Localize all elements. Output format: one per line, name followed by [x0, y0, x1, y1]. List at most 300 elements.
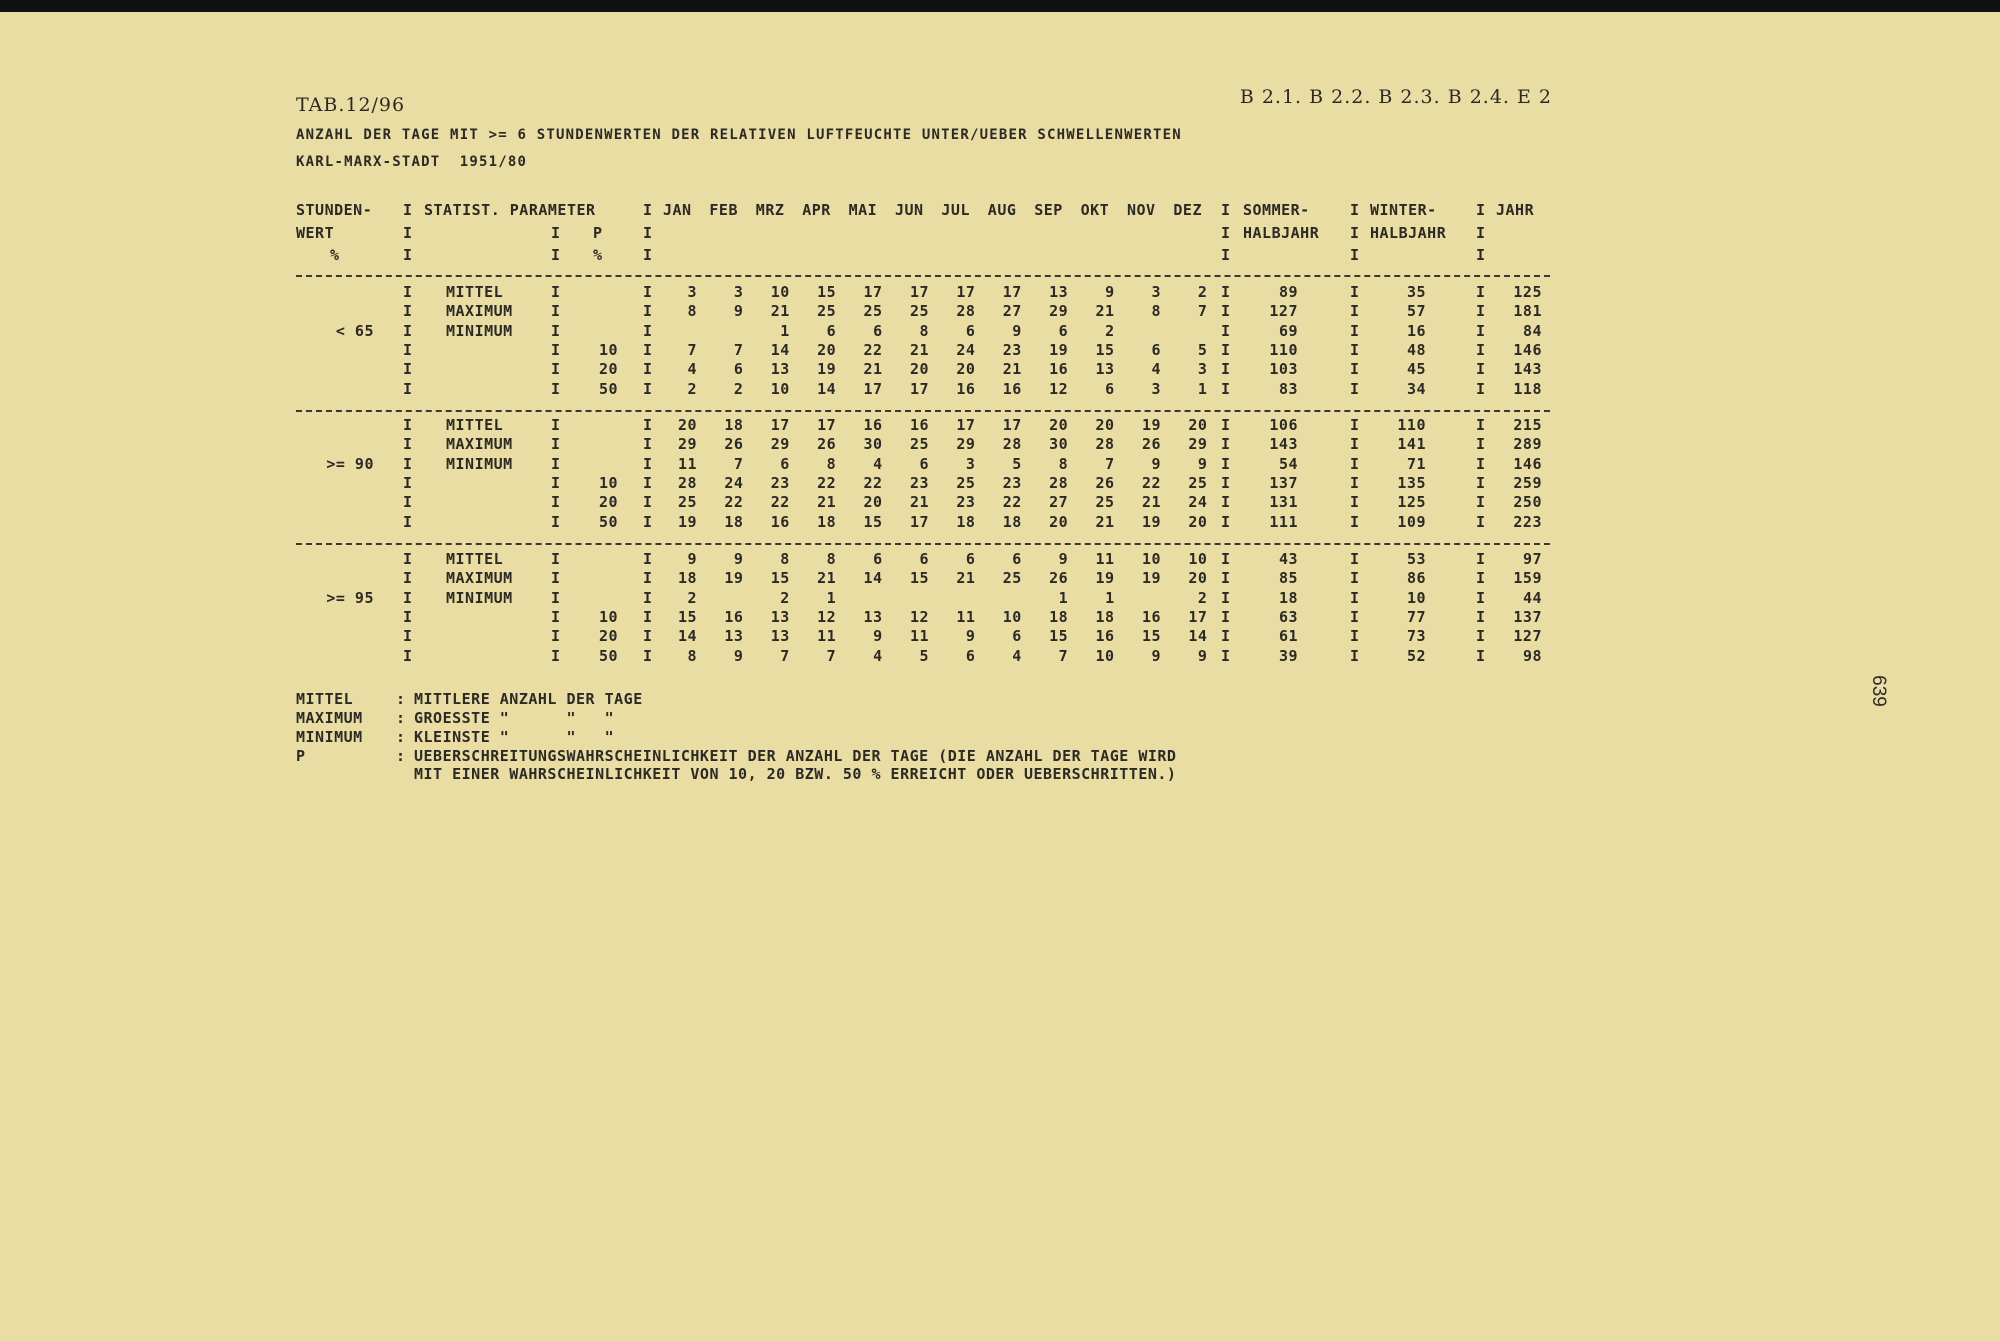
column-separator: I: [1221, 246, 1231, 264]
column-separator: I: [403, 646, 413, 665]
month-value: 24: [956, 340, 976, 359]
jahr-value: 44: [1522, 588, 1542, 607]
column-separator: I: [1221, 435, 1231, 454]
month-value: 7: [1058, 646, 1069, 665]
month-value: 7: [733, 340, 744, 359]
column-separator: I: [1350, 302, 1360, 321]
column-separator: I: [1350, 201, 1360, 219]
month-value: 15: [770, 569, 790, 588]
month-value: 3: [687, 283, 697, 301]
month-value: 9: [1058, 550, 1069, 568]
legend-colon: :: [396, 709, 406, 727]
month-value: 2: [733, 379, 744, 398]
column-separator: I: [403, 379, 413, 398]
column-separator: I: [1350, 246, 1360, 264]
month-value: 14: [770, 340, 790, 359]
month-value: 22: [863, 340, 883, 359]
probability-value: 20: [598, 627, 618, 646]
legend-colon: :: [396, 728, 406, 746]
column-separator: I: [403, 201, 413, 219]
month-value: 6: [826, 321, 837, 340]
month-value: 26: [724, 435, 744, 454]
column-separator: I: [551, 283, 561, 301]
column-separator: I: [1476, 627, 1486, 646]
header-winter-halbjahr: HALBJAHR: [1370, 224, 1447, 242]
column-separator: I: [1476, 416, 1486, 434]
column-separator: I: [551, 379, 561, 398]
probability-value: 20: [598, 360, 618, 379]
sommer-value: 39: [1278, 646, 1298, 665]
month-value: 9: [1105, 283, 1115, 301]
probability-value: 50: [598, 512, 618, 531]
column-separator: I: [643, 550, 653, 568]
month-value: 27: [1002, 302, 1022, 321]
month-value: 19: [1141, 416, 1161, 434]
month-value: 21: [863, 360, 883, 379]
column-separator: I: [1476, 360, 1486, 379]
month-value: 8: [919, 321, 929, 340]
month-value: 16: [956, 379, 976, 398]
month-value: 13: [770, 360, 790, 379]
month-value: 9: [965, 627, 976, 646]
probability-value: 50: [598, 379, 618, 398]
month-value: 1: [826, 588, 837, 607]
column-separator: I: [551, 550, 561, 568]
top-border: [0, 0, 2000, 12]
column-separator: I: [403, 550, 413, 568]
jahr-value: 84: [1522, 321, 1542, 340]
row-separator: [296, 543, 1550, 545]
month-value: 20: [956, 360, 976, 379]
column-separator: I: [551, 224, 561, 242]
column-separator: I: [1221, 302, 1231, 321]
month-value: 6: [1105, 379, 1115, 398]
month-value: 15: [677, 607, 697, 626]
column-separator: I: [1221, 360, 1231, 379]
month-value: 9: [1012, 321, 1022, 340]
param-label: MINIMUM: [446, 321, 513, 340]
month-value: 20: [1049, 512, 1069, 531]
column-separator: I: [1476, 646, 1486, 665]
column-separator: I: [643, 360, 653, 379]
threshold-label: >= 90: [326, 454, 374, 473]
month-value: 10: [1188, 550, 1208, 568]
month-value: 25: [677, 493, 697, 512]
month-value: 8: [780, 550, 790, 568]
month-value: 18: [724, 512, 744, 531]
month-value: 4: [873, 454, 883, 473]
column-separator: I: [1221, 493, 1231, 512]
winter-value: 52: [1406, 646, 1426, 665]
column-separator: I: [1221, 473, 1231, 492]
jahr-value: 159: [1513, 569, 1542, 588]
legend-text: MITTLERE ANZAHL DER TAGE: [414, 690, 643, 708]
column-separator: I: [1221, 340, 1231, 359]
legend-text: GROESSTE " " ": [414, 709, 615, 727]
param-label: MAXIMUM: [446, 435, 513, 454]
month-value: 20: [677, 416, 697, 434]
month-value: 6: [919, 454, 929, 473]
header-month-feb: FEB: [709, 201, 738, 219]
column-separator: I: [551, 360, 561, 379]
sommer-value: 69: [1278, 321, 1298, 340]
jahr-value: 289: [1513, 435, 1542, 454]
month-value: 16: [1095, 627, 1115, 646]
column-separator: I: [643, 569, 653, 588]
month-value: 10: [1141, 550, 1161, 568]
table-title: ANZAHL DER TAGE MIT >= 6 STUNDENWERTEN DER RELATIVEN LUFTFEUCHTE UNTER/UEBER SCHWELLENWERTEN: [296, 127, 1182, 143]
month-value: 23: [956, 493, 976, 512]
month-value: 2: [780, 588, 790, 607]
month-value: 14: [817, 379, 837, 398]
threshold-label: < 65: [335, 321, 374, 340]
column-separator: I: [403, 627, 413, 646]
month-value: 29: [677, 435, 697, 454]
column-separator: I: [643, 493, 653, 512]
header-statist-parameter: STATIST. PARAMETER: [424, 201, 596, 219]
jahr-value: 250: [1513, 493, 1542, 512]
column-separator: I: [643, 302, 653, 321]
month-value: 28: [1049, 473, 1069, 492]
probability-value: 10: [598, 607, 618, 626]
column-separator: I: [1476, 454, 1486, 473]
month-value: 23: [909, 473, 929, 492]
column-separator: I: [1350, 340, 1360, 359]
month-value: 5: [1012, 454, 1022, 473]
winter-value: 45: [1406, 360, 1426, 379]
month-value: 7: [687, 340, 697, 359]
column-separator: I: [1350, 416, 1360, 434]
column-separator: I: [1476, 569, 1486, 588]
month-value: 22: [724, 493, 744, 512]
month-value: 9: [733, 646, 744, 665]
column-separator: I: [551, 493, 561, 512]
month-value: 6: [733, 360, 744, 379]
column-separator: I: [1350, 360, 1360, 379]
month-value: 11: [677, 454, 697, 473]
month-value: 27: [1049, 493, 1069, 512]
month-value: 25: [1095, 493, 1115, 512]
month-value: 13: [724, 627, 744, 646]
month-value: 9: [687, 550, 697, 568]
month-value: 19: [677, 512, 697, 531]
header-month-mai: MAI: [848, 201, 878, 219]
month-value: 17: [909, 379, 929, 398]
month-value: 5: [1197, 340, 1208, 359]
month-value: 20: [817, 340, 837, 359]
column-separator: I: [1221, 627, 1231, 646]
column-separator: I: [1476, 340, 1486, 359]
month-value: 9: [733, 550, 744, 568]
legend-text: KLEINSTE " " ": [414, 728, 615, 746]
month-value: 8: [1058, 454, 1069, 473]
sommer-value: 18: [1278, 588, 1298, 607]
sommer-value: 61: [1278, 627, 1298, 646]
month-value: 6: [1012, 550, 1022, 568]
header-wert: WERT: [296, 224, 335, 242]
month-value: 3: [733, 283, 744, 301]
column-separator: I: [1221, 607, 1231, 626]
month-value: 17: [956, 283, 976, 301]
month-value: 12: [817, 607, 837, 626]
column-separator: I: [1350, 569, 1360, 588]
column-separator: I: [643, 435, 653, 454]
month-value: 3: [1151, 379, 1161, 398]
month-value: 6: [1012, 627, 1022, 646]
month-value: 25: [956, 473, 976, 492]
param-label: MAXIMUM: [446, 302, 513, 321]
month-value: 16: [1049, 360, 1069, 379]
column-separator: I: [643, 321, 653, 340]
month-value: 29: [1188, 435, 1208, 454]
column-separator: I: [1476, 201, 1486, 219]
jahr-value: 98: [1522, 646, 1542, 665]
column-separator: I: [1221, 550, 1231, 568]
jahr-value: 146: [1513, 454, 1542, 473]
jahr-value: 146: [1513, 340, 1542, 359]
header-month-apr: APR: [802, 201, 831, 219]
month-value: 17: [956, 416, 976, 434]
month-value: 6: [1151, 340, 1161, 359]
month-value: 17: [1002, 416, 1022, 434]
month-value: 16: [863, 416, 883, 434]
month-value: 2: [687, 588, 697, 607]
legend-key: MAXIMUM: [296, 709, 363, 727]
month-value: 8: [1151, 302, 1161, 321]
column-separator: I: [403, 473, 413, 492]
column-separator: I: [643, 512, 653, 531]
column-separator: I: [1221, 283, 1231, 301]
month-value: 6: [780, 454, 790, 473]
column-separator: I: [403, 246, 413, 264]
column-separator: I: [643, 416, 653, 434]
month-value: 19: [1141, 512, 1161, 531]
sommer-value: 106: [1269, 416, 1298, 434]
column-separator: I: [1221, 224, 1231, 242]
month-value: 8: [826, 454, 837, 473]
column-separator: I: [403, 569, 413, 588]
month-value: 9: [1151, 646, 1161, 665]
header-jahr: JAHR: [1496, 201, 1535, 219]
sommer-value: 127: [1269, 302, 1298, 321]
month-value: 22: [770, 493, 790, 512]
column-separator: I: [1350, 512, 1360, 531]
jahr-value: 215: [1513, 416, 1542, 434]
month-value: 20: [1049, 416, 1069, 434]
jahr-value: 223: [1513, 512, 1542, 531]
month-value: 8: [687, 646, 697, 665]
month-value: 30: [863, 435, 883, 454]
column-separator: I: [1350, 550, 1360, 568]
header-sommer: SOMMER-: [1243, 201, 1310, 219]
winter-value: 110: [1397, 416, 1426, 434]
month-value: 28: [956, 302, 976, 321]
month-value: 10: [770, 379, 790, 398]
month-value: 21: [1002, 360, 1022, 379]
month-value: 12: [909, 607, 929, 626]
winter-value: 125: [1397, 493, 1426, 512]
column-separator: I: [1476, 512, 1486, 531]
column-separator: I: [1350, 283, 1360, 301]
column-separator: I: [643, 340, 653, 359]
column-separator: I: [1221, 512, 1231, 531]
month-value: 18: [817, 512, 837, 531]
param-label: MITTEL: [446, 550, 504, 568]
month-value: 22: [817, 473, 837, 492]
month-value: 14: [1188, 627, 1208, 646]
month-value: 13: [863, 607, 883, 626]
station-period: KARL-MARX-STADT 1951/80: [296, 154, 528, 170]
winter-value: 53: [1406, 550, 1426, 568]
column-separator: I: [1221, 454, 1231, 473]
legend-key: MINIMUM: [296, 728, 363, 746]
month-value: 2: [1197, 588, 1208, 607]
column-separator: I: [551, 435, 561, 454]
month-value: 17: [909, 283, 929, 301]
column-separator: I: [1476, 473, 1486, 492]
month-value: 25: [909, 435, 929, 454]
param-label: MITTEL: [446, 416, 504, 434]
month-value: 14: [677, 627, 697, 646]
column-separator: I: [643, 201, 653, 219]
column-separator: I: [403, 283, 413, 301]
month-value: 22: [863, 473, 883, 492]
month-value: 18: [677, 569, 697, 588]
month-value: 26: [1049, 569, 1069, 588]
month-value: 15: [1095, 340, 1115, 359]
month-value: 1: [780, 321, 790, 340]
month-value: 1: [1197, 379, 1208, 398]
column-separator: I: [551, 246, 561, 264]
column-separator: I: [1350, 473, 1360, 492]
month-value: 19: [1049, 340, 1069, 359]
winter-value: 57: [1406, 302, 1426, 321]
sommer-value: 85: [1278, 569, 1298, 588]
month-value: 25: [909, 302, 929, 321]
month-value: 4: [873, 646, 883, 665]
month-value: 6: [919, 550, 929, 568]
month-value: 30: [1049, 435, 1069, 454]
month-value: 19: [1141, 569, 1161, 588]
param-label: MITTEL: [446, 283, 504, 301]
month-value: 22: [1141, 473, 1161, 492]
column-separator: I: [1476, 493, 1486, 512]
column-separator: I: [1350, 435, 1360, 454]
column-separator: I: [403, 224, 413, 242]
month-value: 13: [1095, 360, 1115, 379]
column-separator: I: [403, 512, 413, 531]
month-value: 8: [687, 302, 697, 321]
header-month-mrz: MRZ: [755, 201, 785, 219]
column-separator: I: [1350, 646, 1360, 665]
column-separator: I: [551, 454, 561, 473]
jahr-value: 118: [1513, 379, 1542, 398]
jahr-value: 97: [1522, 550, 1542, 568]
column-separator: I: [1350, 454, 1360, 473]
month-value: 7: [1105, 454, 1115, 473]
column-separator: I: [643, 646, 653, 665]
month-value: 6: [1058, 321, 1069, 340]
month-value: 6: [965, 646, 976, 665]
month-value: 10: [770, 283, 790, 301]
month-value: 29: [956, 435, 976, 454]
month-value: 21: [1141, 493, 1161, 512]
month-value: 7: [1197, 302, 1208, 321]
column-separator: I: [1221, 321, 1231, 340]
month-value: 7: [826, 646, 837, 665]
header-stunden: STUNDEN-: [296, 201, 373, 219]
month-value: 11: [909, 627, 929, 646]
month-value: 16: [724, 607, 744, 626]
header-month-jan: JAN: [663, 201, 692, 219]
legend-key: P: [296, 747, 306, 765]
column-separator: I: [1476, 224, 1486, 242]
month-value: 21: [1095, 512, 1115, 531]
month-value: 19: [724, 569, 744, 588]
month-value: 26: [1095, 473, 1115, 492]
month-value: 17: [1188, 607, 1208, 626]
month-value: 20: [909, 360, 929, 379]
month-value: 17: [909, 512, 929, 531]
column-separator: I: [1350, 379, 1360, 398]
month-value: 10: [1095, 646, 1115, 665]
month-value: 2: [1197, 283, 1208, 301]
winter-value: 16: [1406, 321, 1426, 340]
month-value: 29: [770, 435, 790, 454]
row-separator: [296, 275, 1550, 277]
month-value: 13: [1049, 283, 1069, 301]
month-value: 9: [1197, 454, 1208, 473]
column-separator: I: [551, 646, 561, 665]
column-separator: I: [643, 588, 653, 607]
month-value: 16: [770, 512, 790, 531]
month-value: 13: [770, 607, 790, 626]
sommer-value: 54: [1278, 454, 1298, 473]
column-separator: I: [1350, 588, 1360, 607]
column-separator: I: [403, 588, 413, 607]
month-value: 14: [863, 569, 883, 588]
winter-value: 77: [1406, 607, 1426, 626]
legend-text: MIT EINER WAHRSCHEINLICHKEIT VON 10, 20 BZW. 50 % ERREICHT ODER UEBERSCHRITTEN.): [414, 765, 1177, 783]
column-separator: I: [551, 473, 561, 492]
table-id: TAB.12/96: [296, 94, 406, 116]
column-separator: I: [403, 435, 413, 454]
column-separator: I: [1476, 435, 1486, 454]
winter-value: 141: [1397, 435, 1426, 454]
header-percent: %: [330, 246, 340, 264]
month-value: 11: [1095, 550, 1115, 568]
winter-value: 135: [1397, 473, 1426, 492]
legend-text: UEBERSCHREITUNGSWAHRSCHEINLICHKEIT DER ANZAHL DER TAGE (DIE ANZAHL DER TAGE WIRD: [414, 747, 1177, 765]
month-value: 3: [1151, 283, 1161, 301]
column-separator: I: [403, 302, 413, 321]
month-value: 7: [780, 646, 790, 665]
header-month-okt: OKT: [1080, 201, 1110, 219]
month-value: 25: [817, 302, 837, 321]
column-separator: I: [403, 493, 413, 512]
month-value: 18: [1002, 512, 1022, 531]
month-value: 28: [1002, 435, 1022, 454]
column-separator: I: [403, 454, 413, 473]
month-value: 28: [1095, 435, 1115, 454]
month-value: 18: [724, 416, 744, 434]
legend-key: MITTEL: [296, 690, 354, 708]
column-separator: I: [1221, 416, 1231, 434]
month-value: 17: [863, 379, 883, 398]
month-value: 23: [1002, 473, 1022, 492]
sommer-value: 143: [1269, 435, 1298, 454]
winter-value: 73: [1406, 627, 1426, 646]
